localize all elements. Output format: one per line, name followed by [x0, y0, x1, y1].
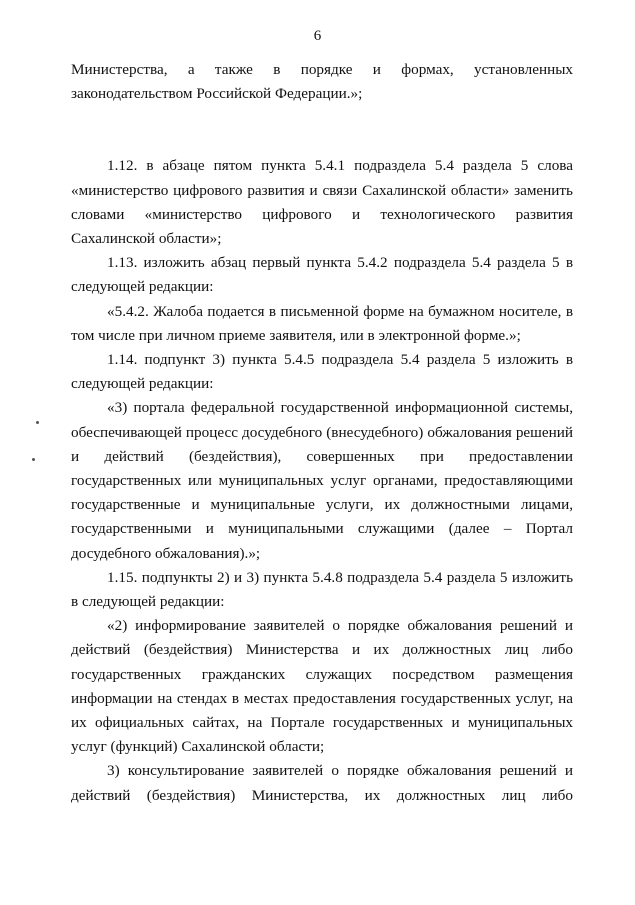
- paragraph-subitem-3-consulting: 3) консультирование заявителей о порядке обжалования решений и действий (бездействия) Министерства, их должностных лиц либо: [71, 762, 573, 804]
- paragraph-item-1-13: 1.13. изложить абзац первый пункта 5.4.2 подраздела 5.4 раздела 5 в следующей редакции:: [71, 254, 573, 296]
- scan-speck: [36, 421, 39, 424]
- paragraph-continuation: Министерства, а также в порядке и формах, установленных законодательством Российской Федерации.»;: [71, 61, 573, 103]
- paragraph-quote-subitem-3: «3) портала федеральной государственной информационной системы, обеспечивающей процесс досудебного (внесудебного) обжалования решений и действий (бездействия), совершенных при предоставлении государственных или муниципальных услуг органами, предоставляющими государственные и муниципальные услуги, их должностными лицами, государственными и муниципальными служащими (далее – Портал досудебного обжалования).»;: [71, 399, 573, 562]
- paragraph-item-1-15: 1.15. подпункты 2) и 3) пункта 5.4.8 подраздела 5.4 раздела 5 изложить в следующей редакции:: [71, 568, 573, 611]
- paragraph-quote-subitem-2: «2) информирование заявителей о порядке обжалования решений и действий (бездействия) Министерства и их должностных лиц либо государственных гражданских служащих посредством размещения информации на стендах в местах предоставления государственных услуг, на их официальных сайтах, на Портале государственных и муниципальных услуг (функций) Сахалинской области;: [71, 617, 573, 756]
- paragraph-spacer: [71, 106, 573, 130]
- paragraph-quote-5-4-2: «5.4.2. Жалоба подается в письменной форме на бумажном носителе, в том числе при личном приеме заявителя, или в электронной форме.»;: [71, 302, 573, 344]
- paragraph-item-1-14: 1.14. подпункт 3) пункта 5.4.5 подраздела 5.4 раздела 5 изложить в следующей редакции:: [71, 351, 573, 393]
- page-number: 6: [313, 28, 322, 44]
- scan-speck: [32, 458, 35, 461]
- paragraph-item-1-12: 1.12. в абзаце пятом пункта 5.4.1 подраздела 5.4 раздела 5 слова «министерство цифрового развития и связи Сахалинской области» заменить словами «министерство цифрового и технологического развития Сахалинской области»;: [71, 157, 573, 248]
- document-body: [71, 58, 573, 808]
